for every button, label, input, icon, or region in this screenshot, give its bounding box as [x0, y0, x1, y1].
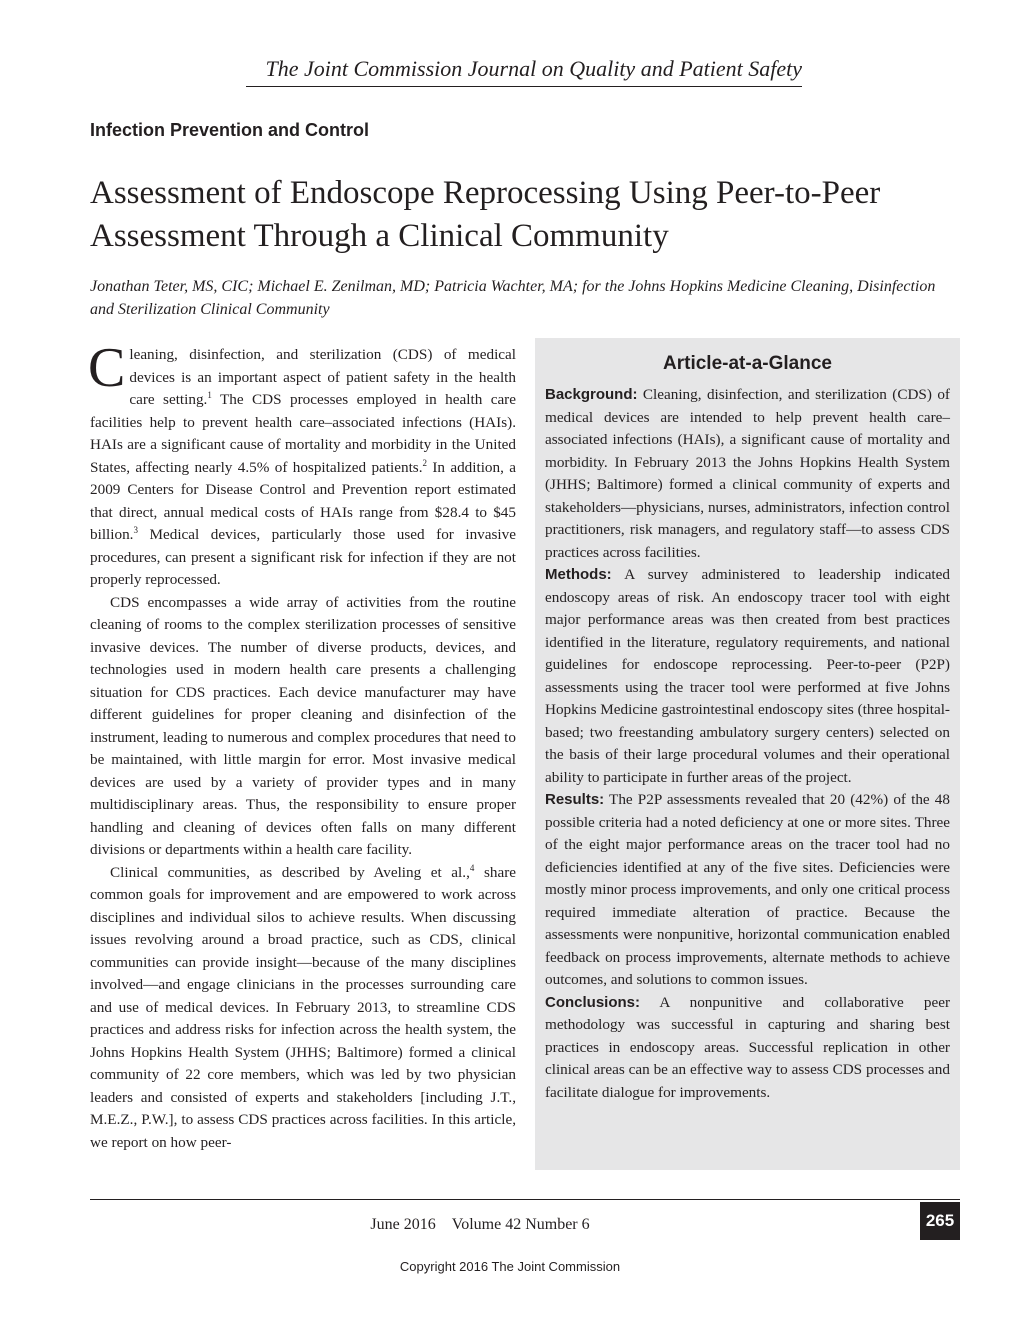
glance-title: Article-at-a-Glance: [663, 353, 832, 374]
body-text: share common goals for improvement and are empowered to work across disciplines and individual silos to achieve results. When discussing issues revolving around a broad practice, such as CDS, clinical communities can provide insight—because of the many disciplines involved—and engage clinicians in the processes surrounding care and use of medical devices. In February 2013, to streamline CDS practices and address risks for infection across the health system, the Johns Hopkins Health System (JHHS; Baltimore) formed a clinical community of 22 core members, which was led by two physician leaders and consisted of experts and stakeholders [including J.T., M.E.Z., P.W.], to assess CDS practices across facilities. In this article, we report on how peer-: [90, 863, 516, 1151]
body-paragraph-3: [90, 862, 516, 1155]
reference-marker[interactable]: 4: [469, 862, 475, 873]
body-text: The CDS processes employed in health care facilities help to prevent health care–associated infections (HAIs). HAIs are a significant cause of mortality and morbidity in the United States, affecting nearly 4.5% of hospitalized patients.: [90, 391, 516, 476]
header-rule: [246, 86, 802, 87]
article-at-a-glance-box: [535, 338, 960, 1170]
page-number: 265: [920, 1202, 960, 1240]
glance-background: [545, 384, 950, 564]
glance-methods: [545, 564, 950, 789]
drop-cap: C: [88, 337, 126, 399]
journal-header: The Joint Commission Journal on Quality and Patient Safety: [265, 56, 802, 81]
copyright-notice: Copyright 2016 The Joint Commission: [399, 1259, 621, 1274]
body-paragraph-1: [88, 337, 517, 592]
issue-info: [90, 1216, 870, 1234]
glance-text: A survey administered to leadership indicated endoscopy areas of risk. An endoscopy tracer tool with eight major performance areas was then created from best practices identified in the literature, regulatory requirements, and national guidelines for endoscope reprocessing. Peer-to-peer (P2P) assessments using the tracer tool were performed at five Johns Hopkins Medicine gastrointestinal endoscopy sites (three hospital-based; two freestanding ambulatory surgery centers) selected on the basis of their large procedural volumes and their operational ability to participate in further areas of the project.: [545, 566, 950, 786]
article-title: Assessment of Endoscope Reprocessing Using Peer-to-Peer Assessment Through a Clinical Community: [90, 175, 881, 254]
glance-results: [545, 789, 950, 992]
body-paragraph-2: CDS encompasses a wide array of activities from the routine cleaning of rooms to the complex sterilization processes of sensitive invasive devices. The number of diverse products, devices, and technologies used in modern health care presents a challenging situation for CDS practices. Each device manufacturer may have different guidelines for proper cleaning and disinfection of the instrument, leading to numerous and complex procedures that need to be maintained, with little margin for error. Most invasive medical devices are used by a variety of provider types and in many multidisciplinary areas. Thus, the responsibility to ensure proper handling and cleaning of devices often falls on many different divisions or departments within a health care facility.: [90, 593, 516, 858]
author-list: Jonathan Teter, MS, CIC; Michael E. Zenilman, MD; Patricia Wachter, MA; for the Johns Hopkins Medicine Cleaning, Disinfection and Sterilization Clinical Community: [90, 278, 936, 318]
footer-rule: [90, 1199, 960, 1200]
glance-text: The P2P assessments revealed that 20 (42%) of the 48 possible criteria had a noted deficiency at one or more sites. Three of the eight major performance areas on the tracer tool had no deficiencies identified at any of the five sites. Deficiencies were mostly minor process improvements, and only one critical process required immediate alteration of practice. Because the assessments were nonpunitive, horizontal communication enabled feedback on process improvements, alternate methods to achieve outcomes, and solutions to common issues.: [545, 791, 950, 988]
glance-conclusions: [545, 992, 950, 1105]
glance-text: Cleaning, disinfection, and sterilization (CDS) of medical devices are intended to help prevent health care–associated infections (HAIs), a significant cause of mortality and morbidity. In February 2013 the Johns Hopkins Health System (JHHS; Baltimore) formed a clinical community of experts and stakeholders—physicians, nurses, administrators, infection control practitioners, risk managers, and regulatory staff—to assess CDS practices across facilities.: [545, 386, 950, 561]
glance-label: Results:: [545, 791, 605, 808]
body-text: In addition, a 2009 Centers for Disease Control and Prevention report estimated that direct, annual medical costs of HAIs range from $28.4 to $45 billion.: [90, 458, 517, 543]
issue-volume: Volume 42 Number 6: [451, 1216, 590, 1233]
body-text-column: [88, 337, 517, 1154]
glance-label: Background:: [545, 386, 638, 403]
reference-marker[interactable]: 3: [133, 525, 138, 535]
body-text: Clinical communities, as described by Aveling et al.,: [110, 863, 470, 881]
section-label: Infection Prevention and Control: [90, 120, 370, 140]
body-text: Medical devices, particularly those used for invasive procedures, can present a significant risk for infection if they are not properly reprocessed.: [90, 526, 516, 588]
glance-label: Conclusions:: [545, 993, 641, 1011]
glance-label: Methods:: [545, 566, 612, 583]
glance-text: A nonpunitive and collaborative peer methodology was successful in capturing and sharing best practices in endoscopy areas. Successful replication in other clinical areas can be an effective way to assess CDS processes and facilitate dialogue for improvements.: [545, 993, 950, 1101]
reference-marker[interactable]: 2: [422, 457, 427, 468]
body-text: leaning, disinfection, and sterilization (CDS) of medical devices is an important aspect of patient safety in the health care setting.: [129, 346, 516, 408]
reference-marker[interactable]: 1: [207, 390, 212, 400]
issue-date: June 2016: [370, 1216, 436, 1233]
